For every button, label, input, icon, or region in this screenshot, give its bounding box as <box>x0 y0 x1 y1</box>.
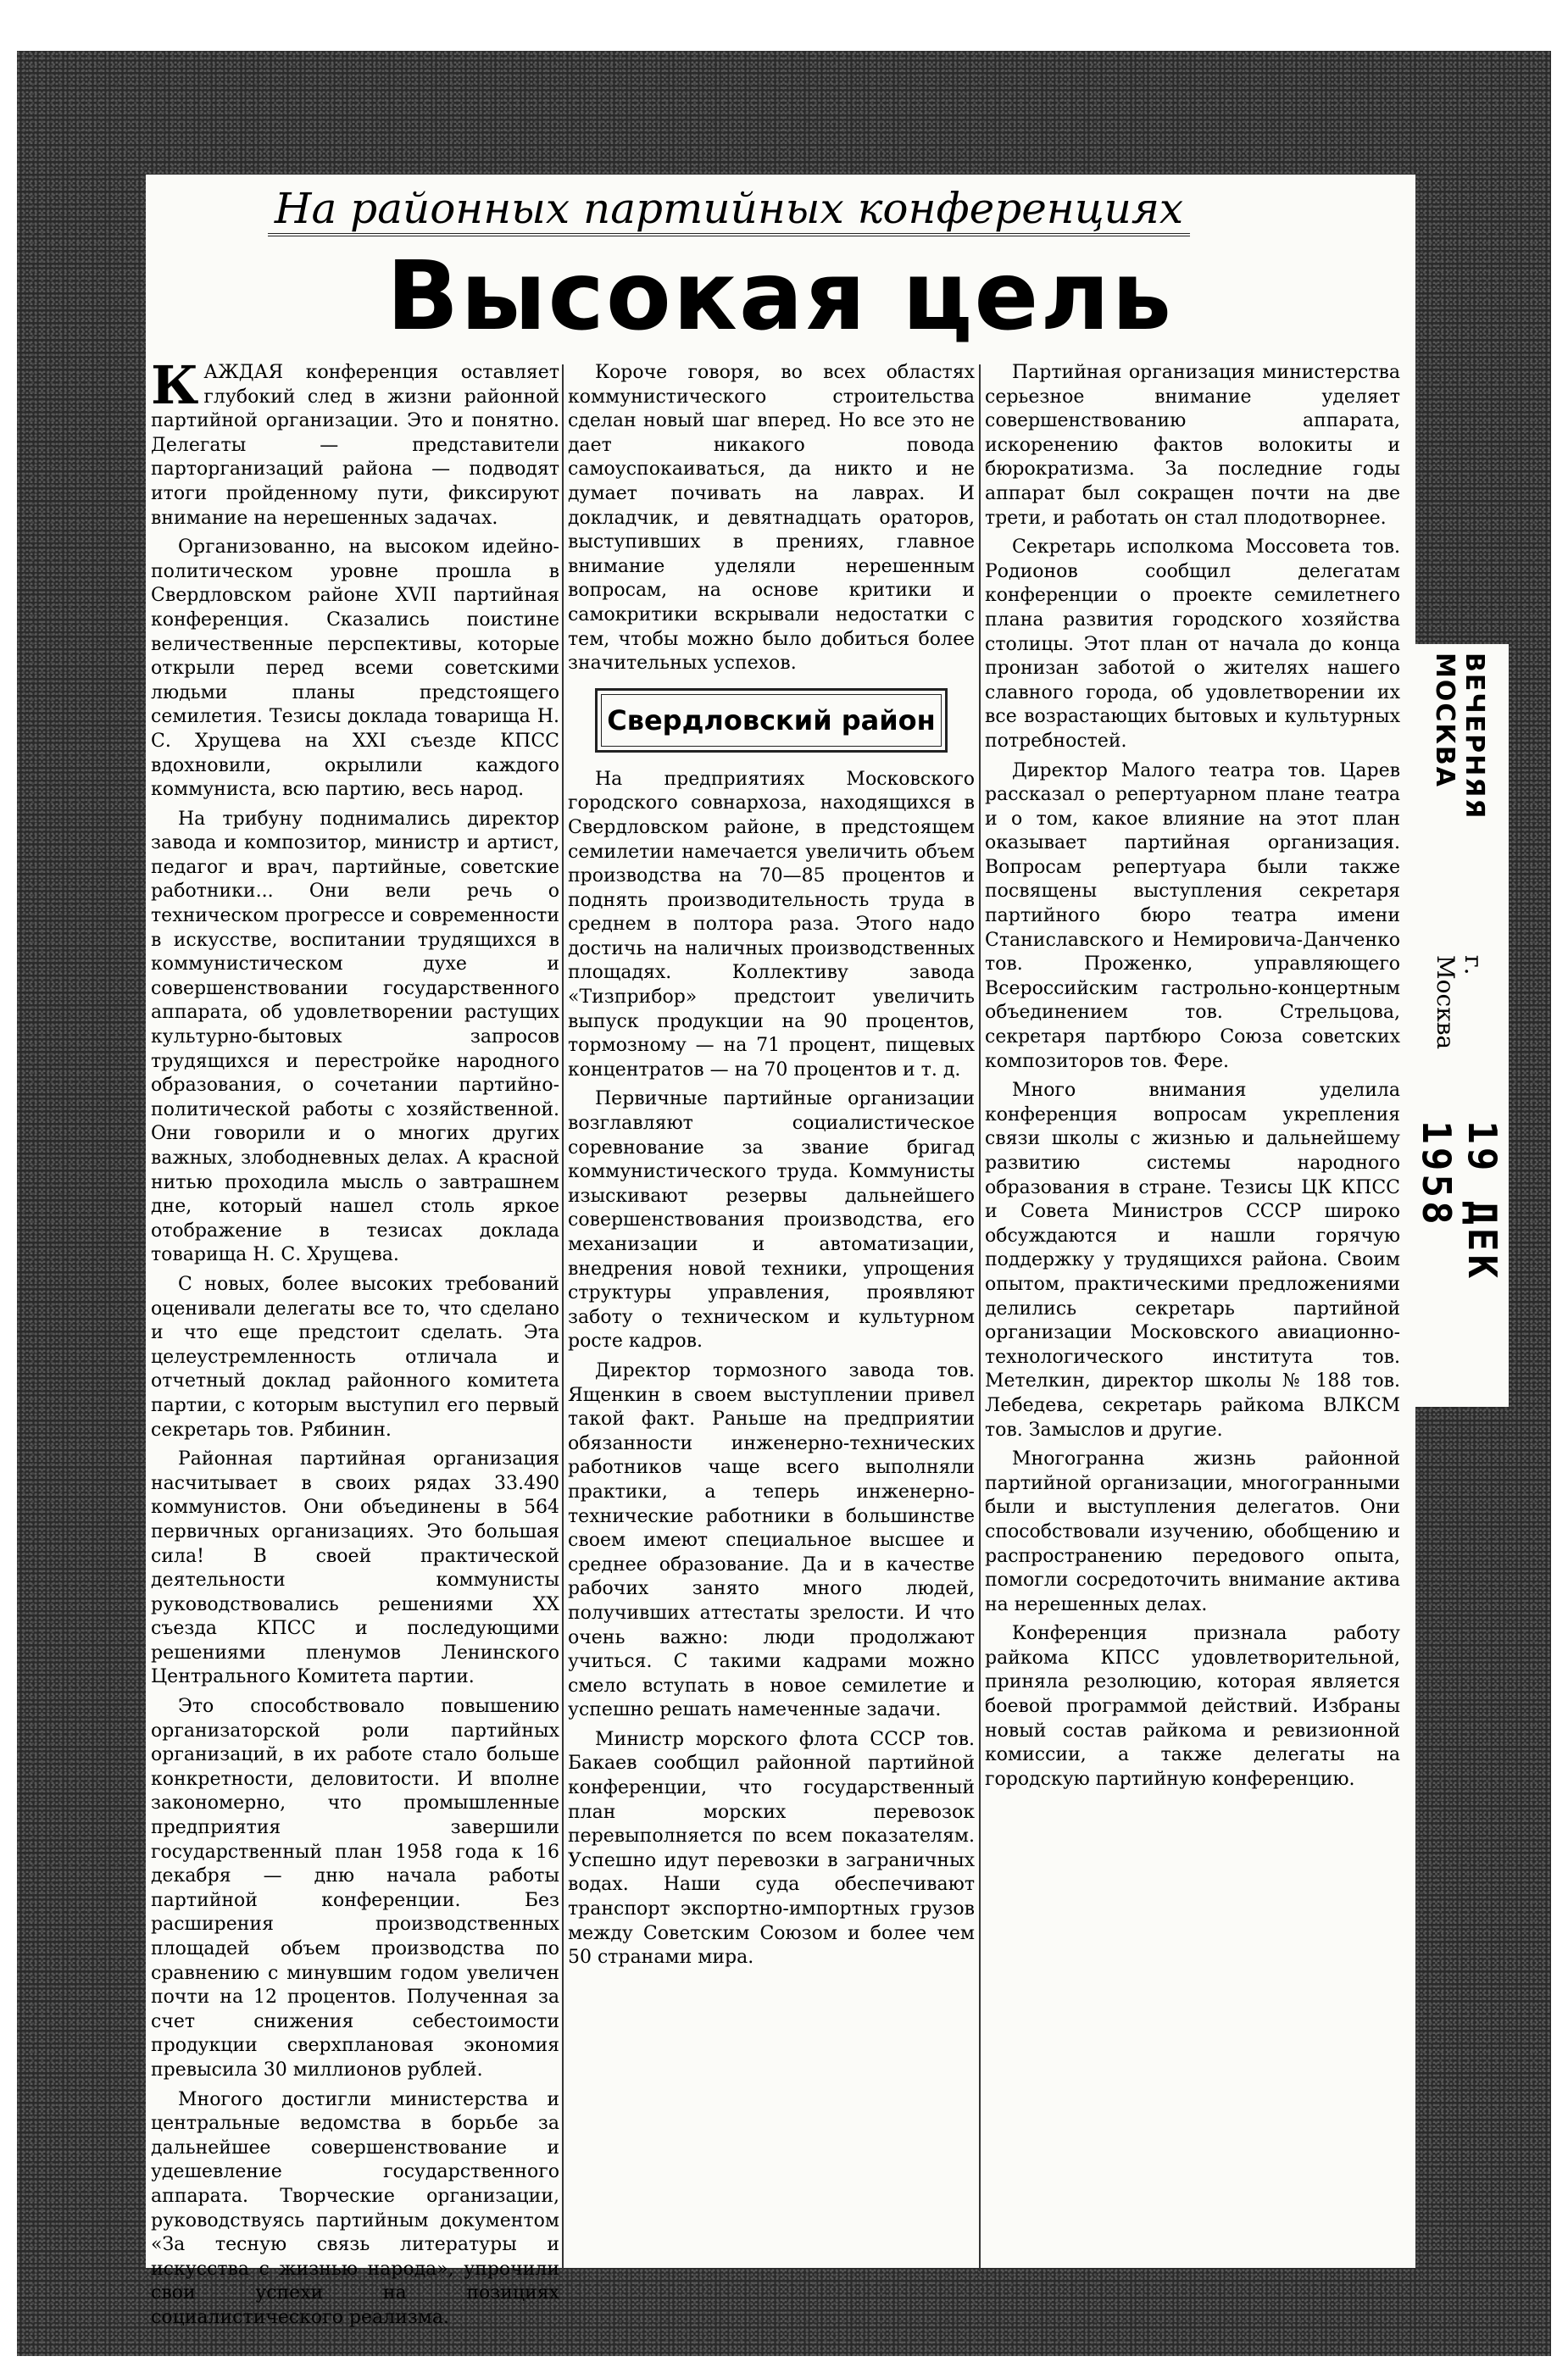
stamp-newspaper-name: ВЕЧЕРНЯЯ МОСКВА <box>1430 653 1489 820</box>
paragraph: Это способствовало повышению организаторской роли партийных организаций, в их работе стало больше конкретности, деловитости. И вполне закономерно, что промышленные предприятия завершили государственный план 1958 года к 16 декабря — дню начала работы партийной конференции. Без расширения производственных площадей объем производства по сравнению с минувшим годом увеличен почти на 12 процентов. Полученная за счет снижения себестоимости продукции сверхплановая экономия превысила 30 миллионов рублей. <box>151 1696 559 2081</box>
column-divider <box>562 364 564 2271</box>
paragraph: Много внимания уделила конференция вопросам укрепления связи школы с жизнью и дальнейшему развитию системы народного образования в стране. Тезисы ЦК КПСС и Совета Министров СССР широко обсуждаются и нашли горячую поддержку у трудящихся района. Своим опытом, практическими предложениями делились секретарь партийной организации Московского авиационно-технологического института тов. Метелкин, директор школы № 188 тов. Лебедева, секретарь райкома ВЛКСМ тов. Замыслов и другие. <box>985 1080 1400 1441</box>
rubric-text: На районных партийных конференциях <box>268 184 1190 236</box>
paragraph: Районная партийная организация насчитывает в своих рядах 33.490 коммунистов. Они объединены в 564 первичных организациях. Это большая сила! В своей практической деятельности коммунисты руководствовались решениями XX съезда КПСС и последующими решениями пленумов Ленинского Центрального Комитета партии. <box>151 1448 559 1688</box>
article-column-2 <box>568 361 975 2259</box>
paragraph: На трибуну поднимались директор завода и композитор, министр и артист, педагог и врач, партийные, советские работники... Они вели речь о техническом прогрессе и современности в искусстве, воспитании трудящихся в коммунистическом духе и совершенствовании государственного аппарата, об удовлетворении растущих культурно-бытовых запросов трудящихся и перестройке народного образования, о сочетании партийно-политической работы с хозяйственной. Они говорили и о многих других важных, злободневных делах. А красной нитью проходила мысль о завтрашнем дне, который нашел столь яркое отображение в тезисах доклада товарища Н. С. Хрущева. <box>151 808 559 1266</box>
column-divider <box>979 364 981 2271</box>
paragraph: С новых, более высоких требований оценивали делегаты все то, что сделано и что еще предстоит сделать. Эта целеустремленность отличала и отчетный доклад районного комитета партии, с которым выступил его первый секретарь тов. Рябинин. <box>151 1273 559 1441</box>
paragraph: Многого достигли министерства и центральные ведомства в борьбе за дальнейшее совершенствование и удешевление государственного аппарата. Творческие организации, руководствуясь партийным документом «За тесную связь литературы и искусства с жизнью народа», упрочили свои успехи на позициях социалистического реализма. <box>151 2088 559 2328</box>
paragraph: Организованно, на высоком идейно-политическом уровне прошла в Свердловском районе XVII партийная конференция. Сказались поистине величественные перспективы, которые открыли перед всеми советскими людьми планы предстоящего семилетия. Тезисы доклада товарища Н. С. Хрущева на XXI съезде КПСС вдохновили, окрылили каждого коммуниста, всю партию, весь народ. <box>151 536 559 801</box>
stamp-date: 19 ДЕК 1958 <box>1414 1120 1505 1282</box>
paragraph: Короче говоря, во всех областях коммунистического строительства сделан новый шаг вперед. Но все это не дает никакого повода самоуспокаиваться, да никто и не думает почивать на лаврах. И докладчик, и девятнадцать ораторов, выступивших в прениях, главное внимание уделяли нерешенным вопросам, на основе критики и самокритики вскрывали недостатки с тем, чтобы можно было добиться более значительных успехов. <box>568 362 975 675</box>
archive-stamp <box>1414 653 1505 1398</box>
subhead: Свердловский район <box>601 694 942 747</box>
paragraph-text: АЖДАЯ конференция оставляет глубокий след в жизни районной партийной организации. Это и понятно. Делегаты — представители парторганизаций района — подводят итоги пройденному пути, фиксируют внимание на нерешенных задачах. <box>151 362 559 529</box>
paragraph: Директор тормозного завода тов. Ященкин в своем выступлении привел такой факт. Раньше на предприятии обязанности инженерно-технических работников чаще всего выполняли практики, а теперь инженерно-технические работники в большинстве своем имеют специальное высшее и среднее образование. Да и в качестве рабочих занято много людей, получивших аттестаты зрелости. И что очень важно: люди продолжают учиться. С такими кадрами можно смело вступать в новое семилетие и успешно решать намеченные задачи. <box>568 1359 975 1721</box>
paragraph: Многогранна жизнь районной партийной организации, многогранными были и выступления делегатов. Они способствовали изучению, обобщению и распространению передового опыта, помогли сосредоточить внимание актива на нерешенных делах. <box>985 1448 1400 1615</box>
paragraph: Директор Малого театра тов. Царев рассказал о репертуарном плане театра и о том, какое влияние на этот план оказывает партийная организация. Вопросам репертуара были также посвящены выступления секретаря партийного бюро театра имени Станиславского и Немировича-Данченко тов. Проженко, управляющего Всероссийским гастрольно-концертным объединением тов. Стрельцова, секретаря партбюро Союза советских композиторов тов. Фере. <box>985 759 1400 1072</box>
article-column-3 <box>985 361 1400 2259</box>
headline: Высокая цель <box>386 242 1174 352</box>
stamp-city: г. Москва <box>1432 955 1487 1050</box>
article-column-1 <box>151 354 559 2328</box>
paragraph <box>151 354 559 531</box>
paragraph: Партийная организация министерства серьезное внимание уделяет совершенствованию аппарата, искоренению фактов волокиты и бюрократизма. За последние годы аппарат был сокращен почти на две трети, и работать он стал плодотворнее. <box>985 362 1400 529</box>
paragraph: Министр морского флота СССР тов. Бакаев сообщил районной партийной конференции, что государственный план морских перевозок перевыполняется по всем показателям. Успешно идут перевозки в заграничных водах. Наши суда обеспечивают транспорт экспортно-импортных грузов между Советским Союзом и более чем 50 странами мира. <box>568 1728 975 1969</box>
paragraph: На предприятиях Московского городского совнархоза, находящихся в Свердловском районе, в предстоящем семилетии намечается увеличить объем производства на 70—85 процентов и поднять производительность труда в среднем в полтора раза. Этого надо достичь на наличных производственных площадях. Коллективу завода «Тизприбор» предстоит увеличить выпуск продукции на 90 процентов, тормозному — на 71 процент, пищевых концентратов — на 70 процентов и т. д. <box>568 768 975 1081</box>
subhead-box <box>595 688 948 753</box>
drop-cap: К <box>151 354 199 416</box>
rubric <box>195 183 1263 234</box>
paragraph: Первичные партийные организации возглавляют социалистическое соревнование за звание бригад коммунистического труда. Коммунисты изыскивают резервы дальнейшего совершенствования производства, его механизации и автоматизации, внедрения новой техники, упрощения структуры управления, проявляют заботу о техническом и культурном росте кадров. <box>568 1088 975 1353</box>
paragraph: Секретарь исполкома Моссовета тов. Родионов сообщил делегатам конференции о проекте семилетнего плана развития городского хозяйства столицы. Этот план от начала до конца пронизан заботой о жителях нашего славного города, об удовлетворении их все возрастающих бытовых и культурных потребностей. <box>985 536 1400 752</box>
paragraph: Конференция признала работу райкома КПСС удовлетворительной, приняла резолюцию, которая является боевой программой действий. Избраны новый состав райкома и ревизионной комиссии, а также делегаты на городскую партийную конференцию. <box>985 1623 1400 1790</box>
